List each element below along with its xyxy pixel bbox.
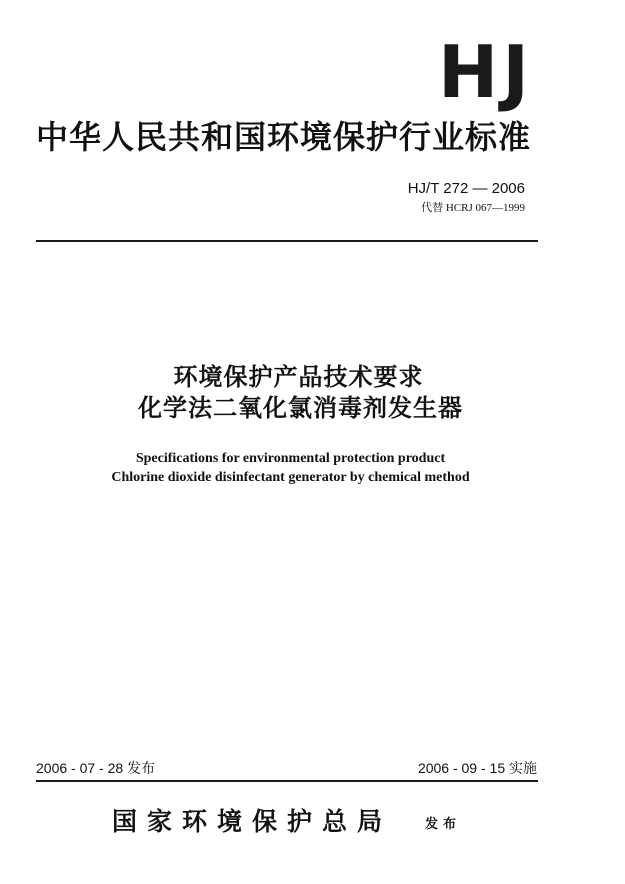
footer-divider <box>36 780 538 782</box>
issuing-body-title: 中华人民共和国环境保护行业标准 <box>36 118 532 156</box>
hj-logo: HJ <box>437 30 533 114</box>
english-title-line-1: Specifications for environmental protection product <box>135 451 446 466</box>
standard-code: HJ/T 272 — 2006 <box>407 180 525 197</box>
replaces-standard: 代替 HCRJ 067—1999 <box>421 202 525 214</box>
header-divider <box>36 240 538 242</box>
publish-label: 发布 <box>425 817 462 832</box>
implementation-date: 2006 - 09 - 15 实施 <box>417 760 537 776</box>
issuing-authority: 国家环境保护总局 <box>112 807 393 836</box>
issue-date: 2006 - 07 - 28 发布 <box>36 760 156 776</box>
english-title-line-2: Chlorine dioxide disinfectant generator by chemical method <box>111 470 470 485</box>
chinese-title-line-1: 环境保护产品技术要求 <box>173 363 424 391</box>
chinese-title-line-2: 化学法二氧化氯消毒剂发生器 <box>138 394 463 422</box>
